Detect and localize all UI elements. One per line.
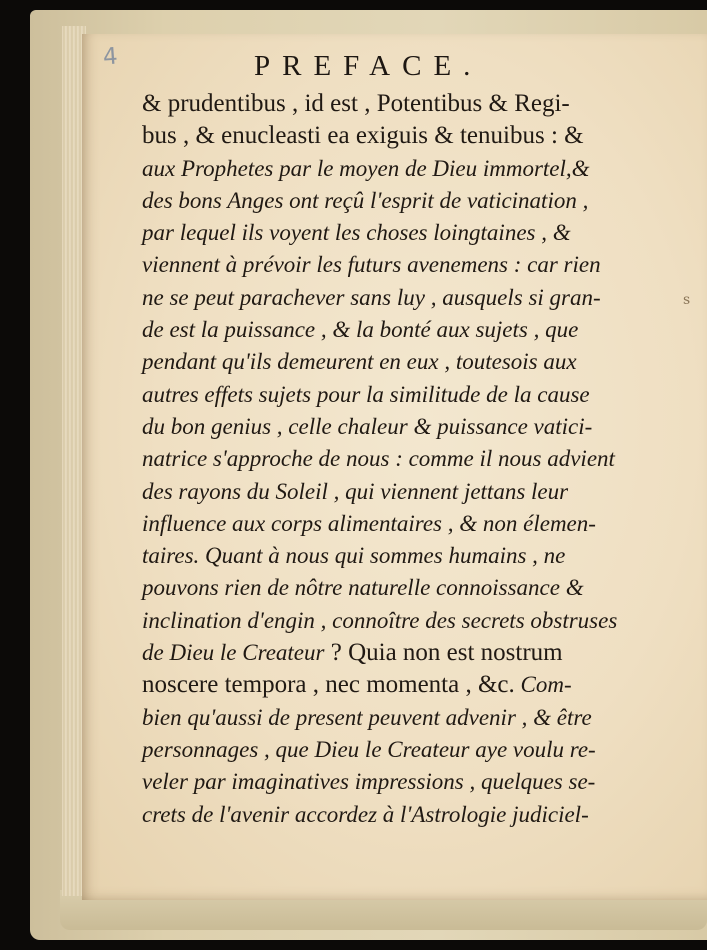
text-segment-roman: ? Quia non est nostrum [324, 639, 563, 667]
text-line: des bons Anges ont reçû l'esprit de vaticination , [142, 187, 589, 213]
body-text [142, 88, 662, 831]
text-line: veler par imaginatives impressions , quelques se- [142, 769, 596, 795]
text-segment-italic: de Dieu le Createur [142, 640, 325, 666]
text-line [142, 637, 662, 669]
text-line: viennent à prévoir les futurs avenemens : car rien [142, 252, 601, 278]
margin-mark: s [683, 292, 691, 308]
text-line: inclination d'engin , connoître des secrets obstruses [142, 607, 618, 633]
text-line: personnages , que Dieu le Createur aye voulu re- [142, 736, 596, 762]
text-line: pouvons rien de nôtre naturelle connoissance & [142, 575, 584, 601]
text-line: du bon genius , celle chaleur & puissance vatici- [142, 413, 593, 439]
text-line: pendant qu'ils demeurent en eux , toutesois aux [142, 349, 577, 375]
page-number: 4 [102, 43, 119, 71]
text-line: taires. Quant à nous qui sommes humains , ne [142, 543, 566, 569]
text-line: bus , & enucleasti ea exiguis & tenuibus : & [142, 122, 584, 150]
text-line [142, 669, 662, 701]
text-line: crets de l'avenir accordez à l'Astrologie judiciel- [142, 801, 589, 827]
text-segment-roman: noscere tempora , nec momenta , &c. [142, 671, 515, 699]
text-line: des rayons du Soleil , qui viennent jettans leur [142, 478, 569, 504]
text-line: ne se peut parachever sans luy , ausquels si gran- [142, 284, 601, 310]
text-line: bien qu'aussi de present peuvent advenir , & être [142, 704, 592, 730]
text-line: natrice s'approche de nous : comme il nous advient [142, 446, 615, 472]
text-line: autres effets sujets pour la similitude de la cause [142, 381, 590, 407]
running-head: PREFACE. [254, 50, 483, 82]
text-line: par lequel ils voyent les choses loingtaines , & [142, 220, 571, 246]
text-line: & prudentibus , id est , Potentibus & Regi- [142, 90, 570, 117]
text-line: de est la puissance , & la bonté aux sujets , que [142, 317, 579, 343]
text-segment-italic: Com- [514, 672, 572, 698]
text-line: aux Prophetes par le moyen de Dieu immortel,& [142, 155, 590, 181]
text-line: influence aux corps alimentaires , & non élemen- [142, 510, 596, 536]
